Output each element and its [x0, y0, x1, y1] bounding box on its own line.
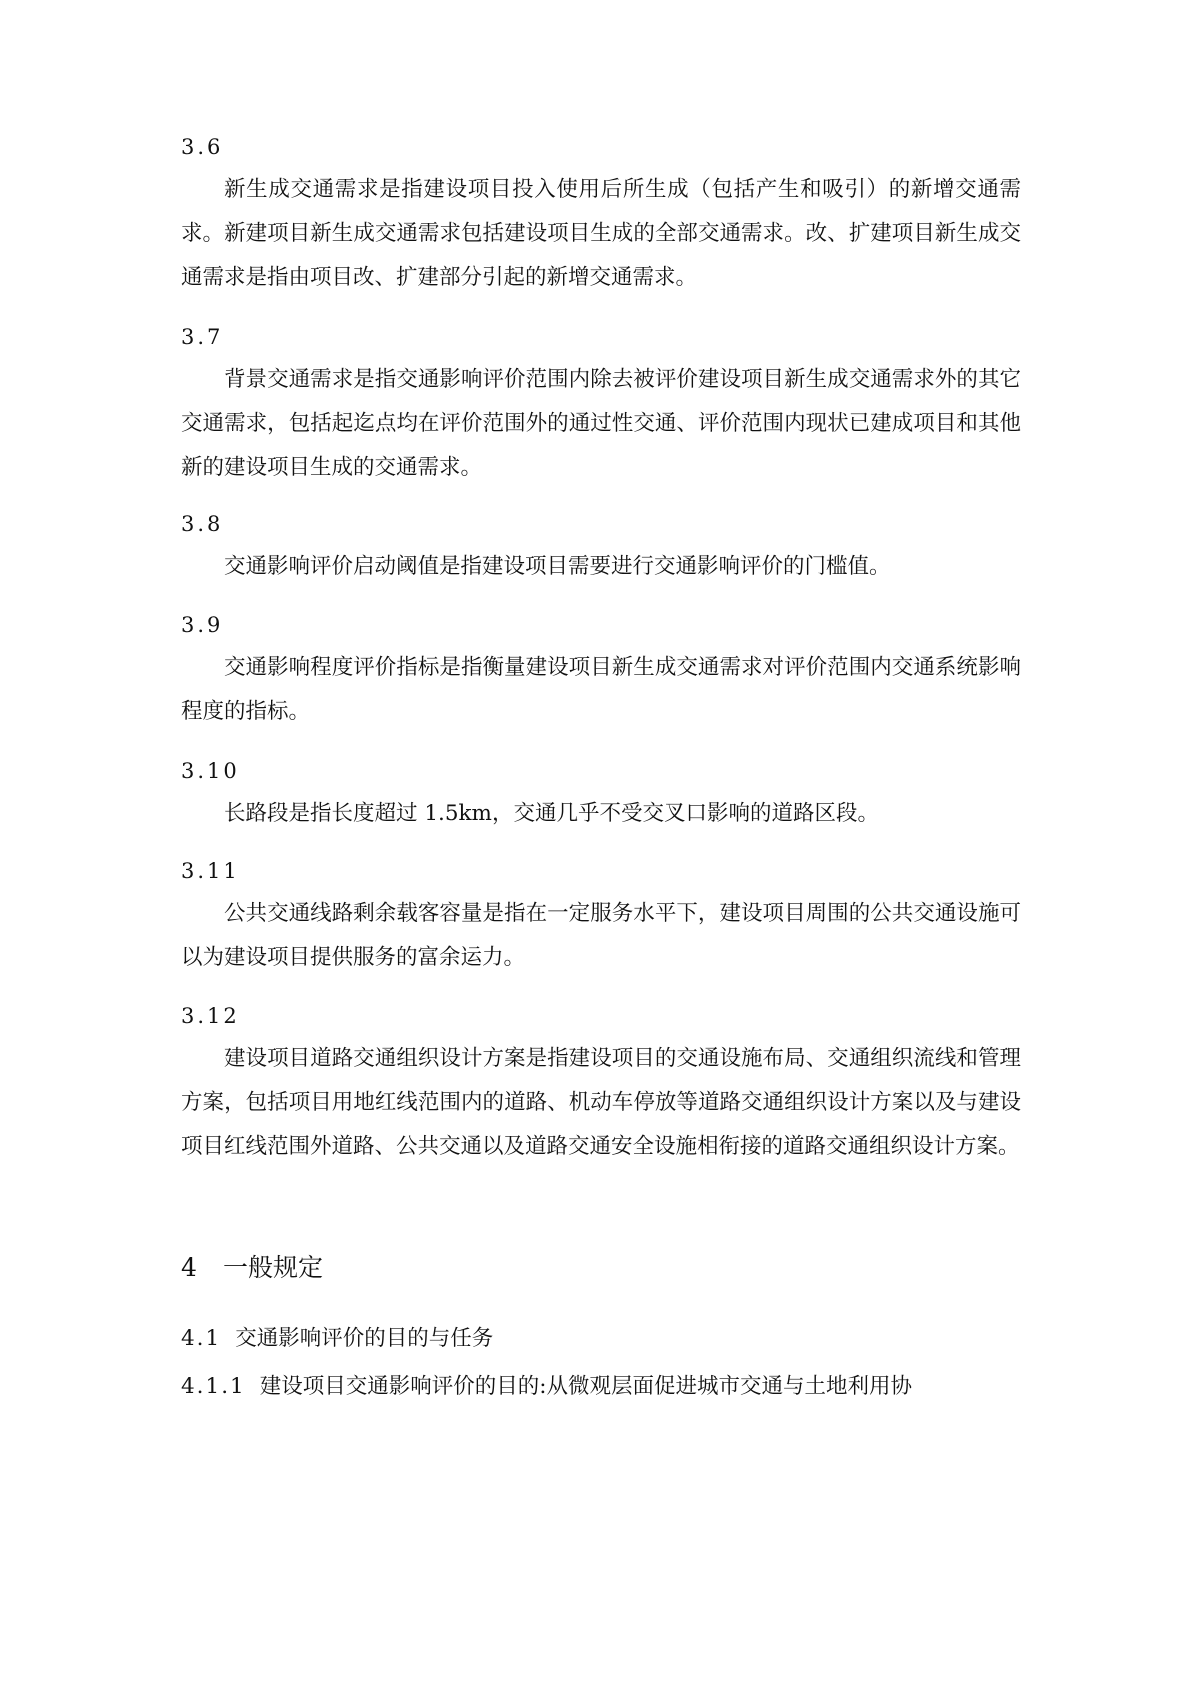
section-number-3-10: 3.10	[181, 759, 240, 783]
section-text-3-8: 交通影响评价启动阈值是指建设项目需要进行交通影响评价的门槛值。	[224, 554, 891, 579]
section-number-3-8: 3.8	[181, 512, 224, 536]
subsection-number: 4.1	[181, 1326, 222, 1351]
clause-text: 建设项目交通影响评价的目的:从微观层面促进城市交通与土地利用协	[259, 1374, 912, 1399]
section-number-3-12: 3.12	[181, 1004, 240, 1028]
chapter-heading	[181, 1253, 323, 1283]
clause-number: 4.1.1	[181, 1374, 246, 1399]
chapter-number: 4	[181, 1253, 197, 1282]
section-text-3-11: 公共交通线路剩余载客容量是指在一定服务水平下，建设项目周围的公共交通设施可以为建设项目提供服务的富余运力。	[181, 901, 1021, 970]
section-number-3-11: 3.11	[181, 859, 240, 883]
section-number-3-9: 3.9	[181, 613, 224, 637]
chapter-title: 一般规定	[223, 1253, 324, 1282]
section-text-3-9: 交通影响程度评价指标是指衡量建设项目新生成交通需求对评价范围内交通系统影响程度的指标。	[181, 655, 1021, 724]
subsection-heading	[181, 1325, 493, 1353]
section-text-3-12: 建设项目道路交通组织设计方案是指建设项目的交通设施布局、交通组织流线和管理方案，包括项目用地红线范围内的道路、机动车停放等道路交通组织设计方案以及与建设项目红线范围外道路、公共交通以及道路交通安全设施相衔接的道路交通组织设计方案。	[181, 1046, 1021, 1159]
section-number-3-6: 3.6	[181, 135, 224, 159]
section-text-3-6: 新生成交通需求是指建设项目投入使用后所生成（包括产生和吸引）的新增交通需求。新建项目新生成交通需求包括建设项目生成的全部交通需求。改、扩建项目新生成交通需求是指由项目改、扩建部分引起的新增交通需求。	[181, 177, 1021, 290]
subsection-title: 交通影响评价的目的与任务	[235, 1326, 494, 1351]
section-text-3-10: 长路段是指长度超过 1.5km，交通几乎不受交叉口影响的道路区段。	[224, 801, 879, 826]
section-number-3-7: 3.7	[181, 325, 224, 349]
section-text-3-7: 背景交通需求是指交通影响评价范围内除去被评价建设项目新生成交通需求外的其它交通需求，包括起迄点均在评价范围外的通过性交通、评价范围内现状已建成项目和其他新的建设项目生成的交通需求。	[181, 367, 1021, 480]
clause-4-1-1	[181, 1373, 912, 1401]
